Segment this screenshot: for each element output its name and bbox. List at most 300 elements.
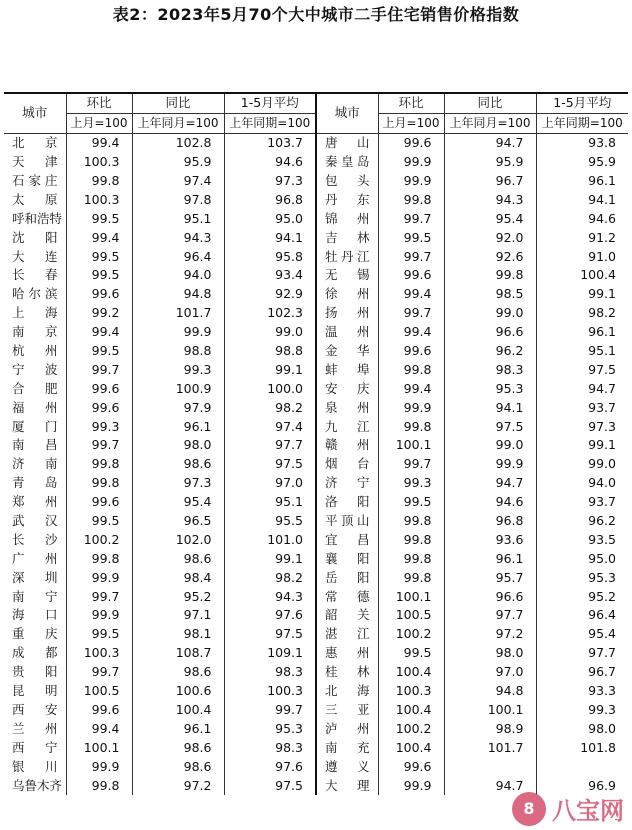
right-city-cell: 桂林 xyxy=(316,663,378,682)
left-yoy-cell: 98.4 xyxy=(132,568,224,587)
left-avg-cell: 94.3 xyxy=(224,587,316,606)
left-avg-cell: 97.4 xyxy=(224,417,316,436)
left-city-cell: 成都 xyxy=(12,645,58,661)
right-yoy-cell: 99.0 xyxy=(444,304,536,323)
left-avg-cell: 98.3 xyxy=(224,738,316,757)
left-yoy-cell: 98.0 xyxy=(132,436,224,455)
left-yoy-cell: 94.3 xyxy=(132,228,224,247)
right-city-cell: 牡丹江 xyxy=(316,247,378,266)
right-mom-cell: 99.8 xyxy=(378,512,444,531)
right-yoy-cell: 98.5 xyxy=(444,285,536,304)
right-yoy-cell: 95.4 xyxy=(444,209,536,228)
right-mom-cell: 99.8 xyxy=(378,530,444,549)
left-city-cell: 济南 xyxy=(12,456,58,472)
left-avg-cell: 99.7 xyxy=(224,701,316,720)
right-avg-cell: 99.3 xyxy=(536,701,628,720)
left-yoy-cell: 97.4 xyxy=(132,172,224,191)
table-row xyxy=(4,493,628,512)
right-yoy-cell: 94.1 xyxy=(444,398,536,417)
right-mom-cell: 100.4 xyxy=(378,701,444,720)
right-city-cell: 蚌埠 xyxy=(316,360,378,379)
left-mom-cell: 99.5 xyxy=(66,342,132,361)
right-avg-cell: 95.3 xyxy=(536,568,628,587)
header-city-left: 城市 xyxy=(4,93,66,133)
table-row xyxy=(4,436,628,455)
left-mom-cell: 99.5 xyxy=(66,625,132,644)
right-avg-cell: 96.4 xyxy=(536,606,628,625)
table-row xyxy=(4,285,628,304)
table-row xyxy=(4,304,628,323)
right-yoy-cell: 94.6 xyxy=(444,493,536,512)
left-city-cell: 昆明 xyxy=(12,683,58,699)
left-mom-cell: 99.4 xyxy=(66,323,132,342)
left-city-cell: 广州 xyxy=(12,550,58,566)
left-mom-cell: 99.9 xyxy=(66,568,132,587)
left-mom-cell: 100.1 xyxy=(66,738,132,757)
left-avg-cell: 97.5 xyxy=(224,455,316,474)
right-yoy-cell: 96.1 xyxy=(444,549,536,568)
table-row xyxy=(4,738,628,757)
right-city-cell: 洛阳 xyxy=(316,493,378,512)
right-city-cell: 泉州 xyxy=(316,398,378,417)
right-city-cell: 安庆 xyxy=(316,379,378,398)
right-avg-cell: 96.1 xyxy=(536,172,628,191)
right-yoy-cell: 97.0 xyxy=(444,663,536,682)
right-city-cell: 济宁 xyxy=(316,474,378,493)
right-avg-cell: 95.2 xyxy=(536,587,628,606)
left-mom-cell: 99.5 xyxy=(66,512,132,531)
right-yoy-cell: 97.7 xyxy=(444,606,536,625)
right-mom-cell: 99.7 xyxy=(378,247,444,266)
left-mom-cell: 99.3 xyxy=(66,417,132,436)
right-yoy-cell: 96.6 xyxy=(444,587,536,606)
left-yoy-cell: 96.1 xyxy=(132,417,224,436)
left-city-cell: 沈阳 xyxy=(12,229,58,245)
table-row xyxy=(4,644,628,663)
left-city-cell: 太原 xyxy=(12,191,58,207)
left-yoy-cell: 96.1 xyxy=(132,719,224,738)
right-mom-cell: 99.8 xyxy=(378,568,444,587)
left-yoy-cell: 97.1 xyxy=(132,606,224,625)
right-mom-cell: 99.7 xyxy=(378,455,444,474)
left-yoy-cell: 101.7 xyxy=(132,304,224,323)
left-city-cell: 长沙 xyxy=(12,531,58,547)
right-city-cell: 吉林 xyxy=(316,228,378,247)
right-yoy-cell: 94.7 xyxy=(444,133,536,152)
left-yoy-cell: 100.4 xyxy=(132,701,224,720)
left-mom-cell: 99.7 xyxy=(66,436,132,455)
left-avg-cell: 99.0 xyxy=(224,323,316,342)
left-avg-cell: 99.1 xyxy=(224,360,316,379)
left-mom-cell: 99.8 xyxy=(66,455,132,474)
table-row xyxy=(4,190,628,209)
right-avg-cell: 94.7 xyxy=(536,379,628,398)
left-avg-cell: 98.8 xyxy=(224,342,316,361)
left-city-cell: 西宁 xyxy=(12,739,58,755)
left-avg-cell: 92.9 xyxy=(224,285,316,304)
right-yoy-cell xyxy=(444,757,536,776)
left-mom-cell: 100.2 xyxy=(66,530,132,549)
table-row xyxy=(4,530,628,549)
right-mom-cell: 99.9 xyxy=(378,398,444,417)
left-city-cell: 武汉 xyxy=(12,513,58,529)
table-row xyxy=(4,682,628,701)
left-mom-cell: 99.6 xyxy=(66,493,132,512)
right-yoy-cell: 94.7 xyxy=(444,474,536,493)
left-yoy-cell: 102.0 xyxy=(132,530,224,549)
right-avg-cell: 93.7 xyxy=(536,398,628,417)
table-row xyxy=(4,247,628,266)
left-avg-cell: 94.6 xyxy=(224,153,316,172)
table-row xyxy=(4,153,628,172)
right-avg-cell: 93.3 xyxy=(536,682,628,701)
right-mom-cell: 99.5 xyxy=(378,644,444,663)
left-avg-cell: 98.3 xyxy=(224,663,316,682)
table-row xyxy=(4,512,628,531)
left-yoy-cell: 96.5 xyxy=(132,512,224,531)
table-row xyxy=(4,379,628,398)
left-mom-cell: 99.7 xyxy=(66,663,132,682)
left-yoy-cell: 94.0 xyxy=(132,266,224,285)
right-city-cell: 烟台 xyxy=(316,455,378,474)
left-mom-cell: 99.6 xyxy=(66,285,132,304)
left-avg-cell: 102.3 xyxy=(224,304,316,323)
right-avg-cell: 100.4 xyxy=(536,266,628,285)
left-avg-cell: 95.1 xyxy=(224,493,316,512)
right-mom-cell: 100.1 xyxy=(378,587,444,606)
left-city-cell: 青岛 xyxy=(12,475,58,491)
left-yoy-cell: 98.8 xyxy=(132,342,224,361)
header-mom-right: 环比 xyxy=(378,93,444,113)
left-avg-cell: 98.2 xyxy=(224,398,316,417)
right-yoy-cell: 98.9 xyxy=(444,719,536,738)
table-row xyxy=(4,398,628,417)
left-avg-cell: 109.1 xyxy=(224,644,316,663)
header-mom-base-left: 上月=100 xyxy=(66,113,132,133)
right-yoy-cell: 95.9 xyxy=(444,153,536,172)
table-row xyxy=(4,549,628,568)
right-avg-cell: 96.7 xyxy=(536,663,628,682)
left-yoy-cell: 95.4 xyxy=(132,493,224,512)
right-avg-cell: 95.0 xyxy=(536,549,628,568)
right-mom-cell: 100.1 xyxy=(378,436,444,455)
right-city-cell: 三亚 xyxy=(316,701,378,720)
right-city-cell: 宜昌 xyxy=(316,530,378,549)
right-mom-cell: 99.8 xyxy=(378,549,444,568)
left-yoy-cell: 97.2 xyxy=(132,776,224,795)
table-title: 表2：2023年5月70个大中城市二手住宅销售价格指数 xyxy=(112,5,520,24)
left-avg-cell: 99.1 xyxy=(224,549,316,568)
left-mom-cell: 99.9 xyxy=(66,757,132,776)
left-city-cell: 哈尔滨 xyxy=(12,286,58,302)
right-mom-cell: 99.8 xyxy=(378,360,444,379)
right-avg-cell: 96.2 xyxy=(536,512,628,531)
right-city-cell: 赣州 xyxy=(316,436,378,455)
left-mom-cell: 99.6 xyxy=(66,701,132,720)
right-city-cell: 金华 xyxy=(316,342,378,361)
right-yoy-cell: 96.7 xyxy=(444,172,536,191)
left-avg-cell: 103.7 xyxy=(224,133,316,152)
right-yoy-cell: 93.6 xyxy=(444,530,536,549)
left-city-cell: 厦门 xyxy=(12,418,58,434)
right-city-cell: 丹东 xyxy=(316,190,378,209)
left-mom-cell: 99.5 xyxy=(66,247,132,266)
table-row xyxy=(4,663,628,682)
right-avg-cell: 99.1 xyxy=(536,285,628,304)
left-yoy-cell: 98.6 xyxy=(132,757,224,776)
right-avg-cell: 95.9 xyxy=(536,153,628,172)
right-mom-cell: 99.4 xyxy=(378,323,444,342)
right-yoy-cell: 101.7 xyxy=(444,738,536,757)
left-city-cell: 西安 xyxy=(12,701,58,717)
right-mom-cell: 100.5 xyxy=(378,606,444,625)
table-row xyxy=(4,587,628,606)
right-city-cell: 南充 xyxy=(316,738,378,757)
right-avg-cell: 101.8 xyxy=(536,738,628,757)
left-city-cell: 杭州 xyxy=(12,343,58,359)
header-avg-right: 1-5月平均 xyxy=(536,93,628,113)
right-city-cell: 大理 xyxy=(316,776,378,795)
right-mom-cell: 99.9 xyxy=(378,153,444,172)
left-avg-cell: 97.6 xyxy=(224,757,316,776)
table-row xyxy=(4,719,628,738)
left-yoy-cell: 108.7 xyxy=(132,644,224,663)
right-yoy-cell: 99.9 xyxy=(444,455,536,474)
right-avg-cell xyxy=(536,757,628,776)
right-city-cell: 惠州 xyxy=(316,644,378,663)
left-mom-cell: 99.2 xyxy=(66,304,132,323)
table-row xyxy=(4,360,628,379)
left-avg-cell: 97.7 xyxy=(224,436,316,455)
left-avg-cell: 95.0 xyxy=(224,209,316,228)
left-yoy-cell: 97.8 xyxy=(132,190,224,209)
right-mom-cell: 100.4 xyxy=(378,663,444,682)
right-avg-cell: 91.0 xyxy=(536,247,628,266)
header-yoy-left: 同比 xyxy=(132,93,224,113)
left-yoy-cell: 97.3 xyxy=(132,474,224,493)
left-avg-cell: 93.4 xyxy=(224,266,316,285)
header-mom-base-right: 上月=100 xyxy=(378,113,444,133)
left-avg-cell: 100.3 xyxy=(224,682,316,701)
right-city-cell: 温州 xyxy=(316,323,378,342)
watermark-logo-icon: 8 xyxy=(512,792,546,826)
left-mom-cell: 100.3 xyxy=(66,644,132,663)
right-city-cell: 锦州 xyxy=(316,209,378,228)
left-yoy-cell: 102.8 xyxy=(132,133,224,152)
table-row xyxy=(4,342,628,361)
left-city-cell: 贵阳 xyxy=(12,664,58,680)
right-city-cell: 平顶山 xyxy=(316,512,378,531)
left-city-cell: 海口 xyxy=(12,607,58,623)
left-yoy-cell: 98.6 xyxy=(132,455,224,474)
right-yoy-cell: 100.1 xyxy=(444,701,536,720)
left-city-cell: 长春 xyxy=(12,267,58,283)
right-avg-cell: 97.7 xyxy=(536,644,628,663)
right-avg-cell: 93.5 xyxy=(536,530,628,549)
right-yoy-cell: 98.3 xyxy=(444,360,536,379)
right-avg-cell: 95.1 xyxy=(536,342,628,361)
right-mom-cell: 100.2 xyxy=(378,719,444,738)
table-row xyxy=(4,172,628,191)
table-row xyxy=(4,133,628,152)
left-yoy-cell: 100.6 xyxy=(132,682,224,701)
left-mom-cell: 99.4 xyxy=(66,228,132,247)
right-yoy-cell: 96.6 xyxy=(444,323,536,342)
right-city-cell: 秦皇岛 xyxy=(316,153,378,172)
right-mom-cell: 99.9 xyxy=(378,172,444,191)
left-mom-cell: 99.5 xyxy=(66,209,132,228)
left-yoy-cell: 97.9 xyxy=(132,398,224,417)
left-mom-cell: 99.9 xyxy=(66,606,132,625)
left-avg-cell: 97.0 xyxy=(224,474,316,493)
watermark-text: 八宝网 xyxy=(552,797,624,825)
left-avg-cell: 97.5 xyxy=(224,625,316,644)
right-yoy-cell: 97.2 xyxy=(444,625,536,644)
left-avg-cell: 97.5 xyxy=(224,776,316,795)
right-mom-cell: 99.9 xyxy=(378,776,444,795)
right-city-cell: 扬州 xyxy=(316,304,378,323)
right-city-cell: 常德 xyxy=(316,587,378,606)
right-avg-cell: 99.0 xyxy=(536,455,628,474)
table-row xyxy=(4,625,628,644)
table-row xyxy=(4,455,628,474)
header-avg-left: 1-5月平均 xyxy=(224,93,316,113)
left-city-cell: 重庆 xyxy=(12,626,58,642)
left-avg-cell: 100.0 xyxy=(224,379,316,398)
price-index-table xyxy=(4,92,628,795)
header-avg-base-right: 上年同期=100 xyxy=(536,113,628,133)
right-avg-cell: 97.3 xyxy=(536,417,628,436)
table-row xyxy=(4,417,628,436)
right-city-cell: 湛江 xyxy=(316,625,378,644)
right-yoy-cell: 96.2 xyxy=(444,342,536,361)
right-avg-cell: 94.0 xyxy=(536,474,628,493)
table-row xyxy=(4,701,628,720)
right-avg-cell: 96.9 xyxy=(536,776,628,795)
table-row xyxy=(4,474,628,493)
right-yoy-cell: 95.3 xyxy=(444,379,536,398)
header-yoy-base-right: 上年同月=100 xyxy=(444,113,536,133)
right-yoy-cell: 99.0 xyxy=(444,436,536,455)
left-avg-cell: 95.8 xyxy=(224,247,316,266)
header-yoy-right: 同比 xyxy=(444,93,536,113)
left-mom-cell: 99.4 xyxy=(66,719,132,738)
left-city-cell: 呼和浩特 xyxy=(12,210,63,226)
right-yoy-cell: 94.7 xyxy=(444,776,536,795)
right-avg-cell: 99.1 xyxy=(536,436,628,455)
right-avg-cell: 93.7 xyxy=(536,493,628,512)
right-yoy-cell: 94.8 xyxy=(444,682,536,701)
left-mom-cell: 99.8 xyxy=(66,549,132,568)
left-mom-cell: 100.3 xyxy=(66,153,132,172)
right-yoy-cell: 94.3 xyxy=(444,190,536,209)
right-mom-cell: 99.8 xyxy=(378,417,444,436)
left-city-cell: 合肥 xyxy=(12,380,58,396)
left-avg-cell: 94.1 xyxy=(224,228,316,247)
left-yoy-cell: 99.3 xyxy=(132,360,224,379)
left-avg-cell: 97.6 xyxy=(224,606,316,625)
header-yoy-base-left: 上年同月=100 xyxy=(132,113,224,133)
right-city-cell: 徐州 xyxy=(316,285,378,304)
right-yoy-cell: 99.8 xyxy=(444,266,536,285)
left-mom-cell: 100.3 xyxy=(66,190,132,209)
left-mom-cell: 100.5 xyxy=(66,682,132,701)
right-mom-cell: 99.3 xyxy=(378,474,444,493)
right-mom-cell: 99.4 xyxy=(378,379,444,398)
right-yoy-cell: 92.6 xyxy=(444,247,536,266)
left-avg-cell: 95.5 xyxy=(224,512,316,531)
left-mom-cell: 99.7 xyxy=(66,587,132,606)
table-row xyxy=(4,568,628,587)
right-city-cell: 唐山 xyxy=(316,133,378,152)
left-city-cell: 银川 xyxy=(12,758,58,774)
table-row xyxy=(4,323,628,342)
left-mom-cell: 99.8 xyxy=(66,474,132,493)
right-avg-cell: 94.6 xyxy=(536,209,628,228)
left-yoy-cell: 98.6 xyxy=(132,663,224,682)
left-city-cell: 北京 xyxy=(12,135,58,151)
header-city-right: 城市 xyxy=(316,93,378,133)
left-yoy-cell: 99.9 xyxy=(132,323,224,342)
right-mom-cell: 99.5 xyxy=(378,493,444,512)
left-city-cell: 宁波 xyxy=(12,361,58,377)
right-mom-cell: 99.7 xyxy=(378,304,444,323)
right-city-cell: 九江 xyxy=(316,417,378,436)
left-city-cell: 南京 xyxy=(12,324,58,340)
left-yoy-cell: 98.6 xyxy=(132,549,224,568)
left-yoy-cell: 95.9 xyxy=(132,153,224,172)
left-city-cell: 郑州 xyxy=(12,494,58,510)
left-yoy-cell: 100.9 xyxy=(132,379,224,398)
right-city-cell: 无锡 xyxy=(316,266,378,285)
left-city-cell: 天津 xyxy=(12,154,58,170)
watermark xyxy=(512,791,624,826)
left-city-cell: 深圳 xyxy=(12,569,58,585)
right-avg-cell: 98.0 xyxy=(536,719,628,738)
right-avg-cell: 94.1 xyxy=(536,190,628,209)
table-row xyxy=(4,209,628,228)
right-mom-cell: 99.6 xyxy=(378,757,444,776)
left-city-cell: 大连 xyxy=(12,248,58,264)
table-row xyxy=(4,757,628,776)
table-row xyxy=(4,266,628,285)
right-city-cell: 包头 xyxy=(316,172,378,191)
left-avg-cell: 101.0 xyxy=(224,530,316,549)
left-city-cell: 上海 xyxy=(12,305,58,321)
right-mom-cell: 100.2 xyxy=(378,625,444,644)
left-yoy-cell: 96.4 xyxy=(132,247,224,266)
right-yoy-cell: 97.5 xyxy=(444,417,536,436)
right-avg-cell: 98.2 xyxy=(536,304,628,323)
left-yoy-cell: 98.1 xyxy=(132,625,224,644)
right-mom-cell: 99.8 xyxy=(378,190,444,209)
right-city-cell: 岳阳 xyxy=(316,568,378,587)
left-mom-cell: 99.6 xyxy=(66,398,132,417)
right-city-cell: 襄阳 xyxy=(316,549,378,568)
left-city-cell: 乌鲁木齐 xyxy=(12,777,63,793)
left-yoy-cell: 95.2 xyxy=(132,587,224,606)
right-city-cell: 遵义 xyxy=(316,757,378,776)
left-city-cell: 兰州 xyxy=(12,720,58,736)
right-yoy-cell: 98.0 xyxy=(444,644,536,663)
left-yoy-cell: 98.6 xyxy=(132,738,224,757)
header-avg-base-left: 上年同期=100 xyxy=(224,113,316,133)
right-mom-cell: 100.4 xyxy=(378,738,444,757)
left-city-cell: 南宁 xyxy=(12,588,58,604)
right-mom-cell: 100.3 xyxy=(378,682,444,701)
header-mom-left: 环比 xyxy=(66,93,132,113)
left-mom-cell: 99.8 xyxy=(66,172,132,191)
